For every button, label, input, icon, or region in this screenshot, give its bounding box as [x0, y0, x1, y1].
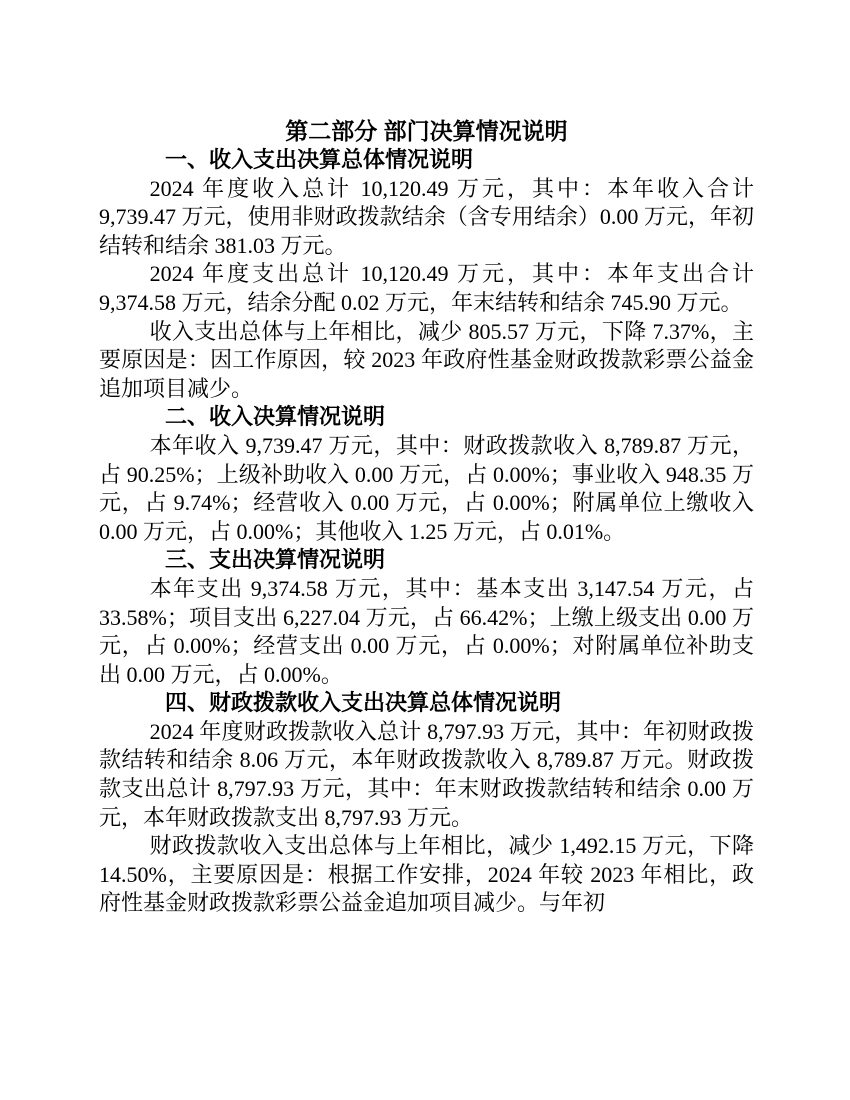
paragraph-income-expenditure-total-3: 收入支出总体与上年相比，减少 805.57 万元，下降 7.37%，主要原因是：因工作原因，较 2023 年政府性基金财政拨款彩票公益金追加项目减少。	[99, 318, 754, 401]
section-heading-4: 四、财政拨款收入支出决算总体情况说明	[165, 690, 562, 716]
paragraph-fiscal-appropriation-total-1: 2024 年度财政拨款收入总计 8,797.93 万元，其中：年初财政拨款结转和结余 8.06 万元，本年财政拨款收入 8,789.87 万元。财政拨款支出总计 8,797.93 万元，其中：年末财政拨款结转和结余 0.00 万元，本年财政拨款支出 8,797.93 万元。	[99, 718, 754, 830]
text-block	[99, 117, 754, 918]
section-heading-1: 一、收入支出决算总体情况说明	[165, 147, 474, 172]
paragraph-expenditure-detail: 本年支出 9,374.58 万元，其中：基本支出 3,147.54 万元，占 33.58%；项目支出 6,227.04 万元，占 66.42%；上缴上级支出 0.00 万元，占 0.00%；经营支出 0.00 万元，占 0.00%；对附属单位补助支出 0.00 万元，占 0.00%。	[99, 575, 754, 687]
paragraph-fiscal-appropriation-total-2: 财政拨款收入支出总体与上年相比，减少 1,492.15 万元，下降 14.50%，主要原因是：根据工作安排，2024 年较 2023 年相比，政府性基金财政拨款彩票公益金追加项目减少。与年初	[99, 833, 754, 916]
section-heading-3: 三、支出决算情况说明	[165, 547, 386, 573]
paragraph-income-expenditure-total-1: 2024 年度收入总计 10,120.49 万元，其中：本年收入合计 9,739.47 万元，使用非财政拨款结余（含专用结余）0.00 万元，年初结转和结余 381.03 万元。	[99, 175, 754, 258]
paragraph-income-expenditure-total-2: 2024 年度支出总计 10,120.49 万元，其中：本年支出合计 9,374.58 万元，结余分配 0.02 万元，年末结转和结余 745.90 万元。	[99, 261, 754, 315]
page-title: 第二部分 部门决算情况说明	[285, 118, 568, 144]
paragraph-income-detail: 本年收入 9,739.47 万元，其中：财政拨款收入 8,789.87 万元，占 90.25%；上级补助收入 0.00 万元，占 0.00%；事业收入 948.35 万元，占 9.74%；经营收入 0.00 万元，占 0.00%；附属单位上缴收入 0.00 万元，占 0.00%；其他收入 1.25 万元，占 0.01%。	[99, 432, 754, 544]
section-heading-2: 二、收入决算情况说明	[165, 404, 386, 430]
